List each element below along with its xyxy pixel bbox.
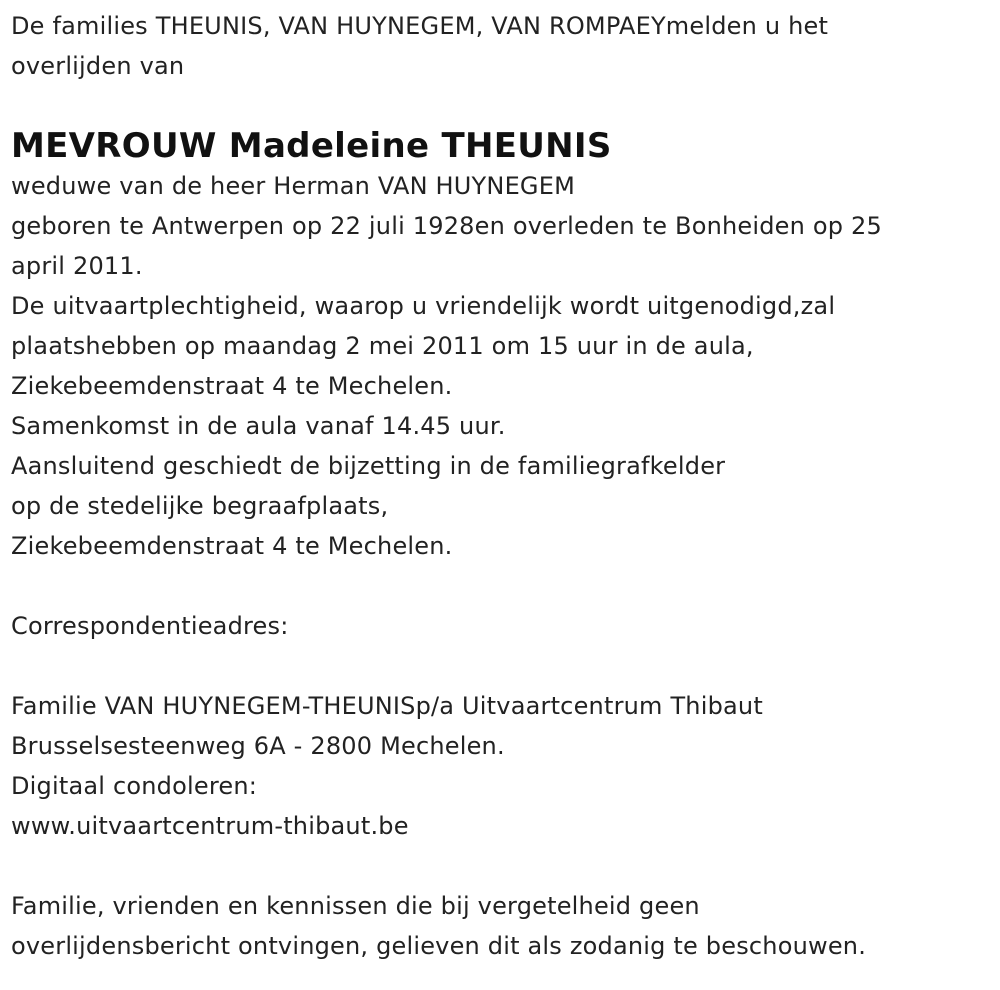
- gathering-line: Samenkomst in de aula vanaf 14.45 uur.: [11, 412, 506, 440]
- born-line-1: geboren te Antwerpen op 22 juli 1928en overleden te Bonheiden op 25: [11, 212, 882, 240]
- ceremony-line-1: De uitvaartplechtigheid, waarop u vriendelijk wordt uitgenodigd,zal: [11, 292, 836, 320]
- death-notice: [11, 6, 991, 966]
- burial-line-3: Ziekebeemdenstraat 4 te Mechelen.: [11, 532, 453, 560]
- correspondence-label: Correspondentieadres:: [11, 612, 289, 640]
- intro-line-2: overlijden van: [11, 52, 185, 80]
- burial-line-1: Aansluitend geschiedt de bijzetting in de familiegrafkelder: [11, 452, 726, 480]
- address-line-2: Brusselsesteenweg 6A - 2800 Mechelen.: [11, 732, 505, 760]
- spacer: [11, 566, 991, 606]
- closing-line-1: Familie, vrienden en kennissen die bij vergetelheid geen: [11, 892, 700, 920]
- burial-line-2: op de stedelijke begraafplaats,: [11, 492, 389, 520]
- spacer: [11, 646, 991, 686]
- condolence-url: www.uitvaartcentrum-thibaut.be: [11, 812, 409, 840]
- ceremony-line-3: Ziekebeemdenstraat 4 te Mechelen.: [11, 372, 453, 400]
- intro-line-1: De families THEUNIS, VAN HUYNEGEM, VAN ROMPAEYmelden u het: [11, 12, 829, 40]
- born-line-2: april 2011.: [11, 252, 143, 280]
- ceremony-line-2: plaatshebben op maandag 2 mei 2011 om 15 uur in de aula,: [11, 332, 754, 360]
- widow-line: weduwe van de heer Herman VAN HUYNEGEM: [11, 172, 576, 200]
- closing-line-2: overlijdensbericht ontvingen, gelieven dit als zodanig te beschouwen.: [11, 932, 867, 960]
- deceased-name-heading: MEVROUW Madeleine THEUNIS: [11, 126, 612, 166]
- spacer: [11, 846, 991, 886]
- address-line-1: Familie VAN HUYNEGEM-THEUNISp/a Uitvaartcentrum Thibaut: [11, 692, 763, 720]
- condolence-label: Digitaal condoleren:: [11, 772, 258, 800]
